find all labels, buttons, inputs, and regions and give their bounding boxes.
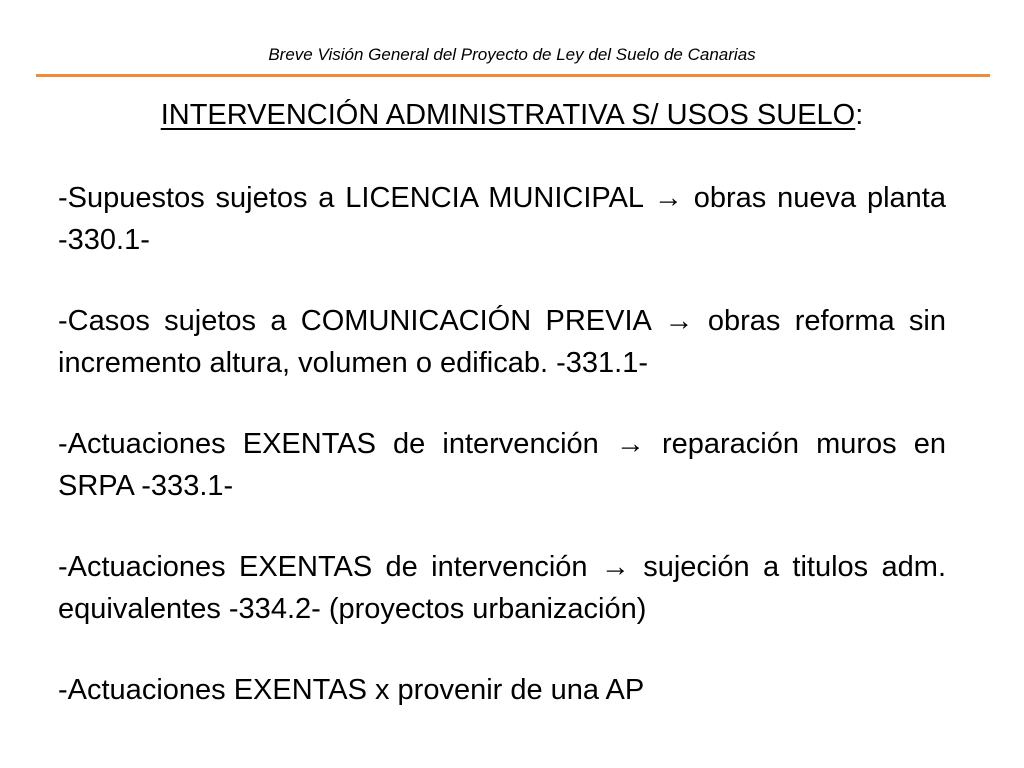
bullet-item: -Actuaciones EXENTAS de intervención → sujeción a titulos adm. equivalentes -334.2- (proyectos urbanización)	[58, 551, 946, 625]
header-title: Breve Visión General del Proyecto de Ley del Suelo de Canarias	[268, 45, 756, 64]
slide-heading-suffix: :	[855, 99, 864, 131]
bullet-item: -Actuaciones EXENTAS x provenir de una AP	[58, 674, 645, 706]
header-divider	[36, 74, 990, 77]
bullet-item: -Casos sujetos a COMUNICACIÓN PREVIA → obras reforma sin incremento altura, volumen o edificab. -331.1-	[58, 305, 946, 379]
slide-heading-text: INTERVENCIÓN ADMINISTRATIVA S/ USOS SUELO	[160, 99, 856, 131]
bullet-item: -Actuaciones EXENTAS de intervención → reparación muros en SRPA -333.1-	[58, 428, 946, 502]
bullet-item: -Supuestos sujetos a LICENCIA MUNICIPAL → obras nueva planta -330.1-	[58, 182, 946, 256]
slide-heading	[0, 97, 1024, 133]
